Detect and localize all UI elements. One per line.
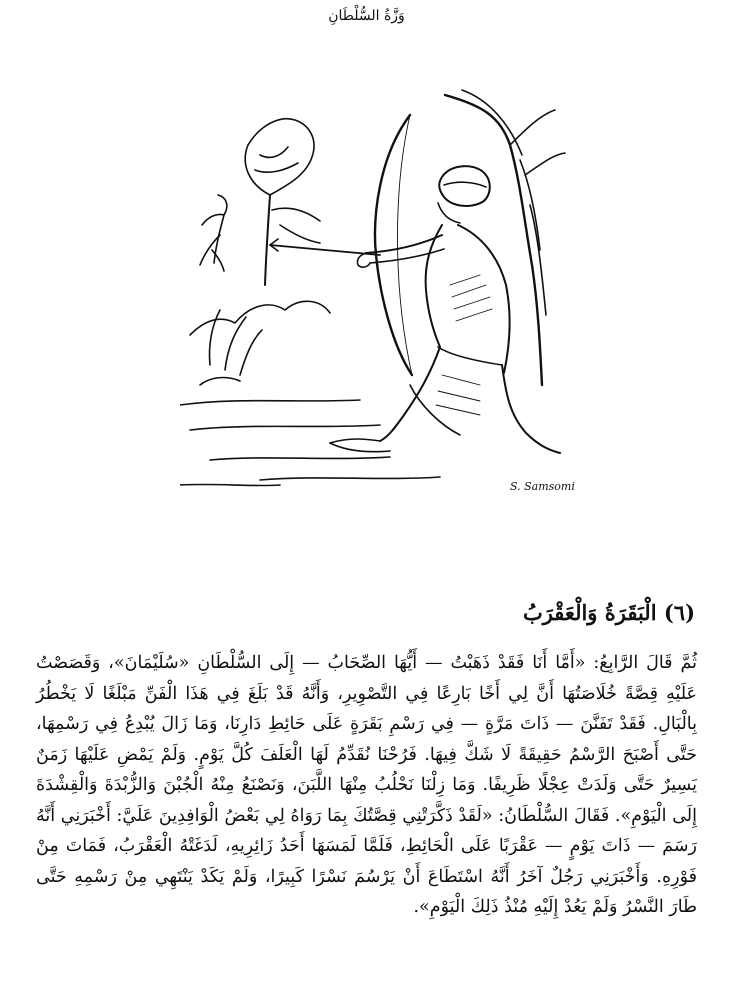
running-head: وَزَّةُ السُّلْطَانِ	[328, 8, 405, 24]
archer-with-bow-icon	[180, 85, 575, 505]
illustration-signature: S. Samsomi	[510, 480, 575, 493]
body-text	[36, 648, 697, 923]
chapter-title: (٦) الْبَقَرَةُ وَالْعَقْرَبُ	[522, 600, 695, 625]
body-paragraph: ثُمَّ قَالَ الرَّابِعُ: «أَمَّا أَنَا فَقَدْ ذَهَبْتُ — أَيُّهَا الصِّحَابُ — إِلَى السُّلْطَانِ «سُلَيْمَانَ»، وَقَصَصْتُ عَلَيْهِ قِصَّةً خُلَاصَتُهَا أَنَّ لِي أَخًا بَارِعًا فِي التَّصْوِيرِ، وَأَنَّهُ قَدْ بَلَغَ فِي هَذَا الْفَنِّ مَبْلَغًا لَا يَخْطُرُ بِالْبَالِ. فَقَدْ تَفَنَّنَ — ذَاتَ مَرَّةٍ — فِي رَسْمِ بَقَرَةٍ عَلَى حَائِطِ دَارِنَا، وَمَا زَالَ يُبْدِعُ فِي رَسْمِهَا، حَتَّى أَصْبَحَ الرَّسْمُ حَقِيقَةً لَا شَكَّ فِيهَا. فَرُحْنَا نُقَدِّمُ لَهَا الْعَلَفَ كُلَّ يَوْمٍ. وَلَمْ يَمْضِ عَلَيْهَا زَمَنٌ يَسِيرٌ حَتَّى وَلَدَتْ عِجْلًا ظَرِيفًا. وَمَا زِلْنَا نَحْلُبُ مِنْهَا اللَّبَنَ، وَنَصْنَعُ مِنْهُ الْجُبْنَ وَالزُّبْدَةَ وَالْقِشْدَةَ إِلَى الْيَوْمِ». فَقَالَ السُّلْطَانُ: «لَقَدْ ذَكَّرَتْنِي قِصَّتُكَ بِمَا رَوَاهُ لِي بَعْضُ الْوَافِدِينَ عَلَيَّ: أَخْبَرَنِي أَنَّهُ رَسَمَ — ذَاتَ يَوْمٍ — عَقْرَبًا عَلَى الْحَائِطِ، فَلَمَّا لَمَسَهَا أَحَدُ زَائِرِيهِ، لَدَغَتْهُ الْعَقْرَبُ، فَمَاتَ مِنْ فَوْرِهِ. وَأَخْبَرَنِي رَجُلٌ آخَرُ أَنَّهُ اسْتَطَاعَ أَنْ يَرْسُمَ نَسْرًا كَبِيرًا، وَلَمْ يَكَدْ يَنْتَهِي مِنْ رَسْمِهِ حَتَّى طَارَ النَّسْرُ وَلَمْ يَعُدْ إِلَيْهِ مُنْذُ ذَلِكَ الْيَوْمِ».	[36, 653, 697, 917]
